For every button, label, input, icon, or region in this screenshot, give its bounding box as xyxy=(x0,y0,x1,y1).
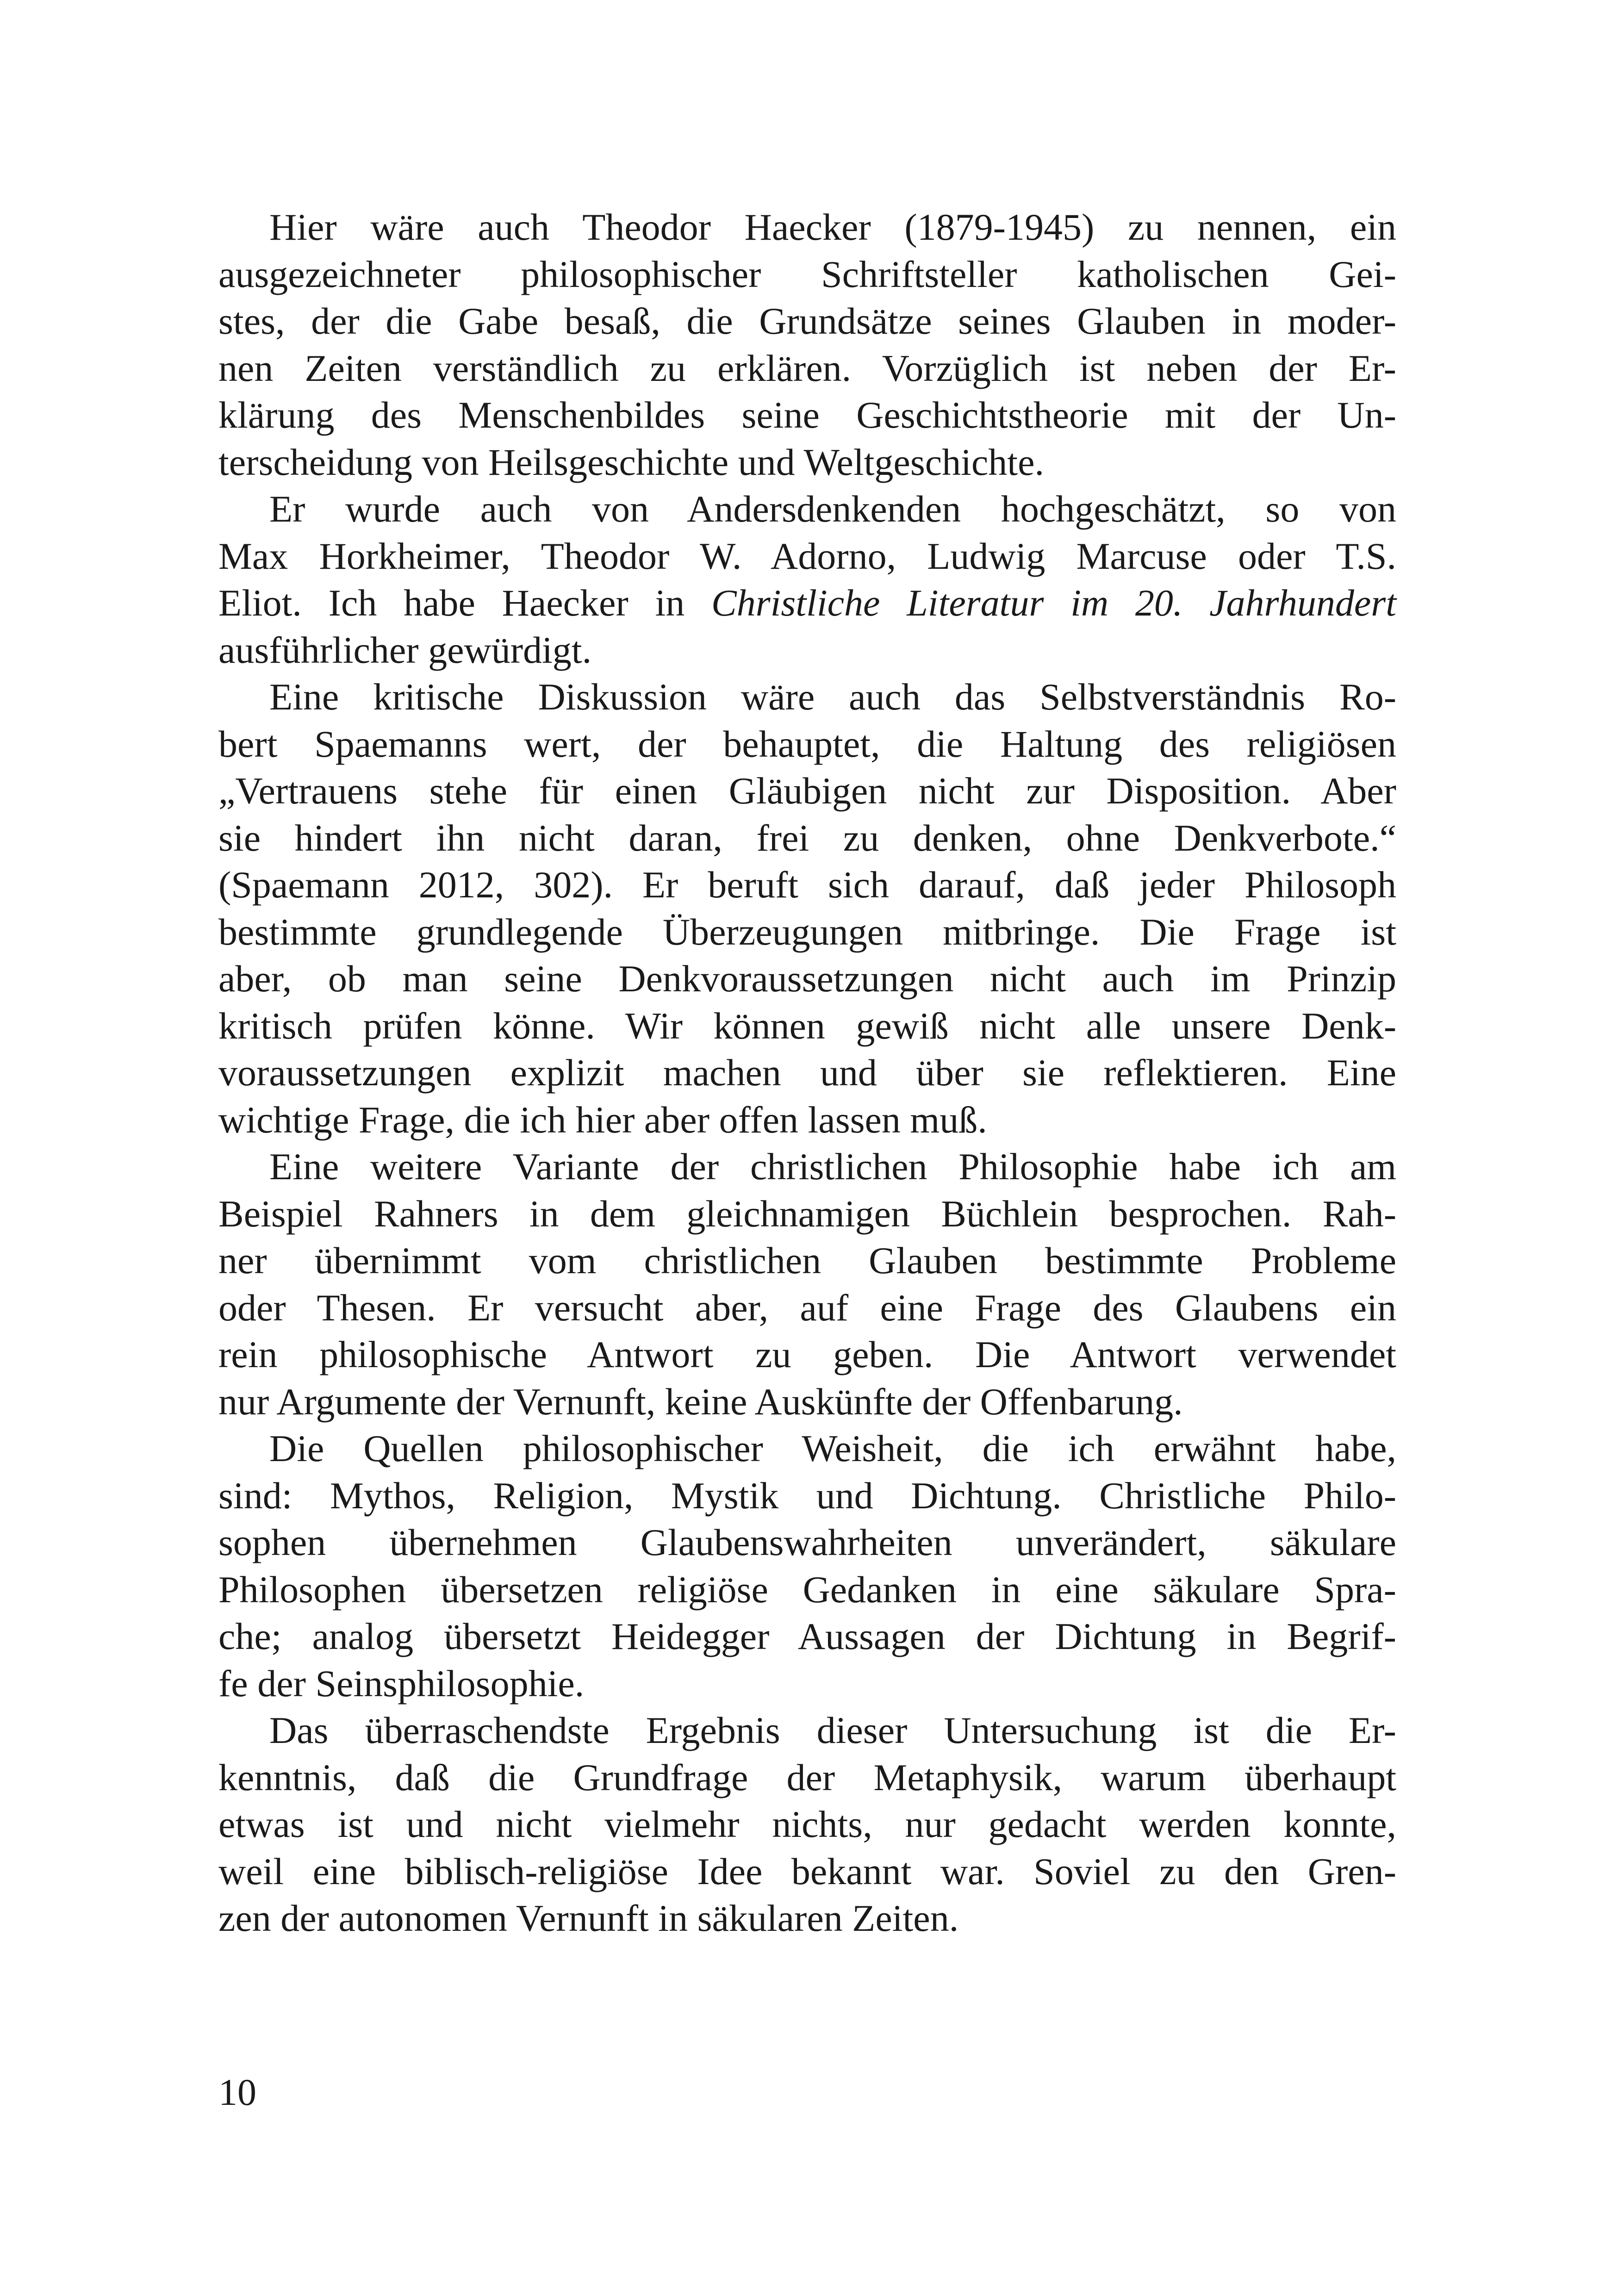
paragraph xyxy=(218,1143,1396,1425)
text-line: (Spaemann 2012, 302). Er beruft sich darauf, daß jeder Philosoph xyxy=(218,864,1396,906)
text-line: ausgezeichneter philosophischer Schriftsteller katholischen Gei- xyxy=(218,253,1396,295)
paragraph xyxy=(218,204,1396,485)
paragraph xyxy=(218,673,1396,1143)
text-line: sind: Mythos, Religion, Mystik und Dichtung. Christliche Philo- xyxy=(218,1474,1396,1517)
text-line: sie hindert ihn nicht daran, frei zu denken, ohne Denkverbote.“ xyxy=(218,816,1396,859)
paragraph xyxy=(218,1707,1396,1942)
text-line: Hier wäre auch Theodor Haecker (1879-1945) zu nennen, ein xyxy=(269,206,1396,248)
text-line: rein philosophische Antwort zu geben. Die Antwort verwendet xyxy=(218,1333,1396,1375)
text-line: ausführlicher gewürdigt. xyxy=(218,628,592,671)
text-line: zen der autonomen Vernunft in säkularen Zeiten. xyxy=(218,1897,959,1939)
text-line: fe der Seinsphilosophie. xyxy=(218,1662,585,1705)
text-segment: Eliot. Ich habe Haecker in xyxy=(218,582,712,624)
text-line: stes, der die Gabe besaß, die Grundsätze seines Glauben in moder- xyxy=(218,300,1396,342)
book-title: Christliche Literatur im 20. Jahrhundert xyxy=(711,582,1396,624)
text-line: etwas ist und nicht vielmehr nichts, nur gedacht werden konnte, xyxy=(218,1803,1396,1845)
body-text xyxy=(218,204,1396,1942)
text-line: kritisch prüfen könne. Wir können gewiß nicht alle unsere Denk- xyxy=(218,1004,1396,1047)
text-line: bert Spaemanns wert, der behauptet, die Haltung des religiösen xyxy=(218,722,1396,765)
text-line: Beispiel Rahners in dem gleichnamigen Büchlein besprochen. Rah- xyxy=(218,1192,1396,1235)
text-line: „Vertrauens stehe für einen Gläubigen nicht zur Disposition. Aber xyxy=(218,770,1396,812)
text-line: ner übernimmt vom christlichen Glauben bestimmte Probleme xyxy=(218,1239,1396,1282)
text-line xyxy=(218,579,1396,627)
text-line: che; analog übersetzt Heidegger Aussagen der Dichtung in Begrif- xyxy=(218,1615,1396,1657)
text-line: sophen übernehmen Glaubenswahrheiten unverändert, säkulare xyxy=(218,1521,1396,1563)
text-line: Er wurde auch von Andersdenkenden hochgeschätzt, so von xyxy=(269,488,1396,530)
text-line: Max Horkheimer, Theodor W. Adorno, Ludwig Marcuse oder T.S. xyxy=(218,535,1396,577)
text-line: voraussetzungen explizit machen und über sie reflektieren. Eine xyxy=(218,1052,1396,1094)
text-line: Philosophen übersetzen religiöse Gedanken in eine säkulare Spra- xyxy=(218,1568,1396,1611)
text-line: Eine kritische Diskussion wäre auch das Selbstverständnis Ro- xyxy=(269,676,1396,718)
paragraph xyxy=(218,1425,1396,1707)
text-line: bestimmte grundlegende Überzeugungen mitbringe. Die Frage ist xyxy=(218,910,1396,953)
text-line: terscheidung von Heilsgeschichte und Weltgeschichte. xyxy=(218,441,1044,483)
paragraph xyxy=(218,485,1396,673)
text-line: nen Zeiten verständlich zu erklären. Vorzüglich ist neben der Er- xyxy=(218,347,1396,389)
text-line: oder Thesen. Er versucht aber, auf eine Frage des Glaubens ein xyxy=(218,1286,1396,1329)
text-line: Eine weitere Variante der christlichen Philosophie habe ich am xyxy=(269,1145,1396,1188)
text-line: wichtige Frage, die ich hier aber offen lassen muß. xyxy=(218,1098,987,1141)
text-line: kenntnis, daß die Grundfrage der Metaphysik, warum überhaupt xyxy=(218,1756,1396,1798)
text-line: aber, ob man seine Denkvoraussetzungen nicht auch im Prinzip xyxy=(218,958,1396,1000)
text-line: weil eine biblisch-religiöse Idee bekannt war. Soviel zu den Gren- xyxy=(218,1850,1396,1892)
text-line: Das überraschendste Ergebnis dieser Untersuchung ist die Er- xyxy=(269,1709,1396,1751)
text-line: Die Quellen philosophischer Weisheit, die ich erwähnt habe, xyxy=(269,1427,1396,1469)
text-line: klärung des Menschenbildes seine Geschichtstheorie mit der Un- xyxy=(218,394,1396,436)
page-number: 10 xyxy=(218,2071,256,2113)
text-line: nur Argumente der Vernunft, keine Auskünfte der Offenbarung. xyxy=(218,1380,1183,1423)
